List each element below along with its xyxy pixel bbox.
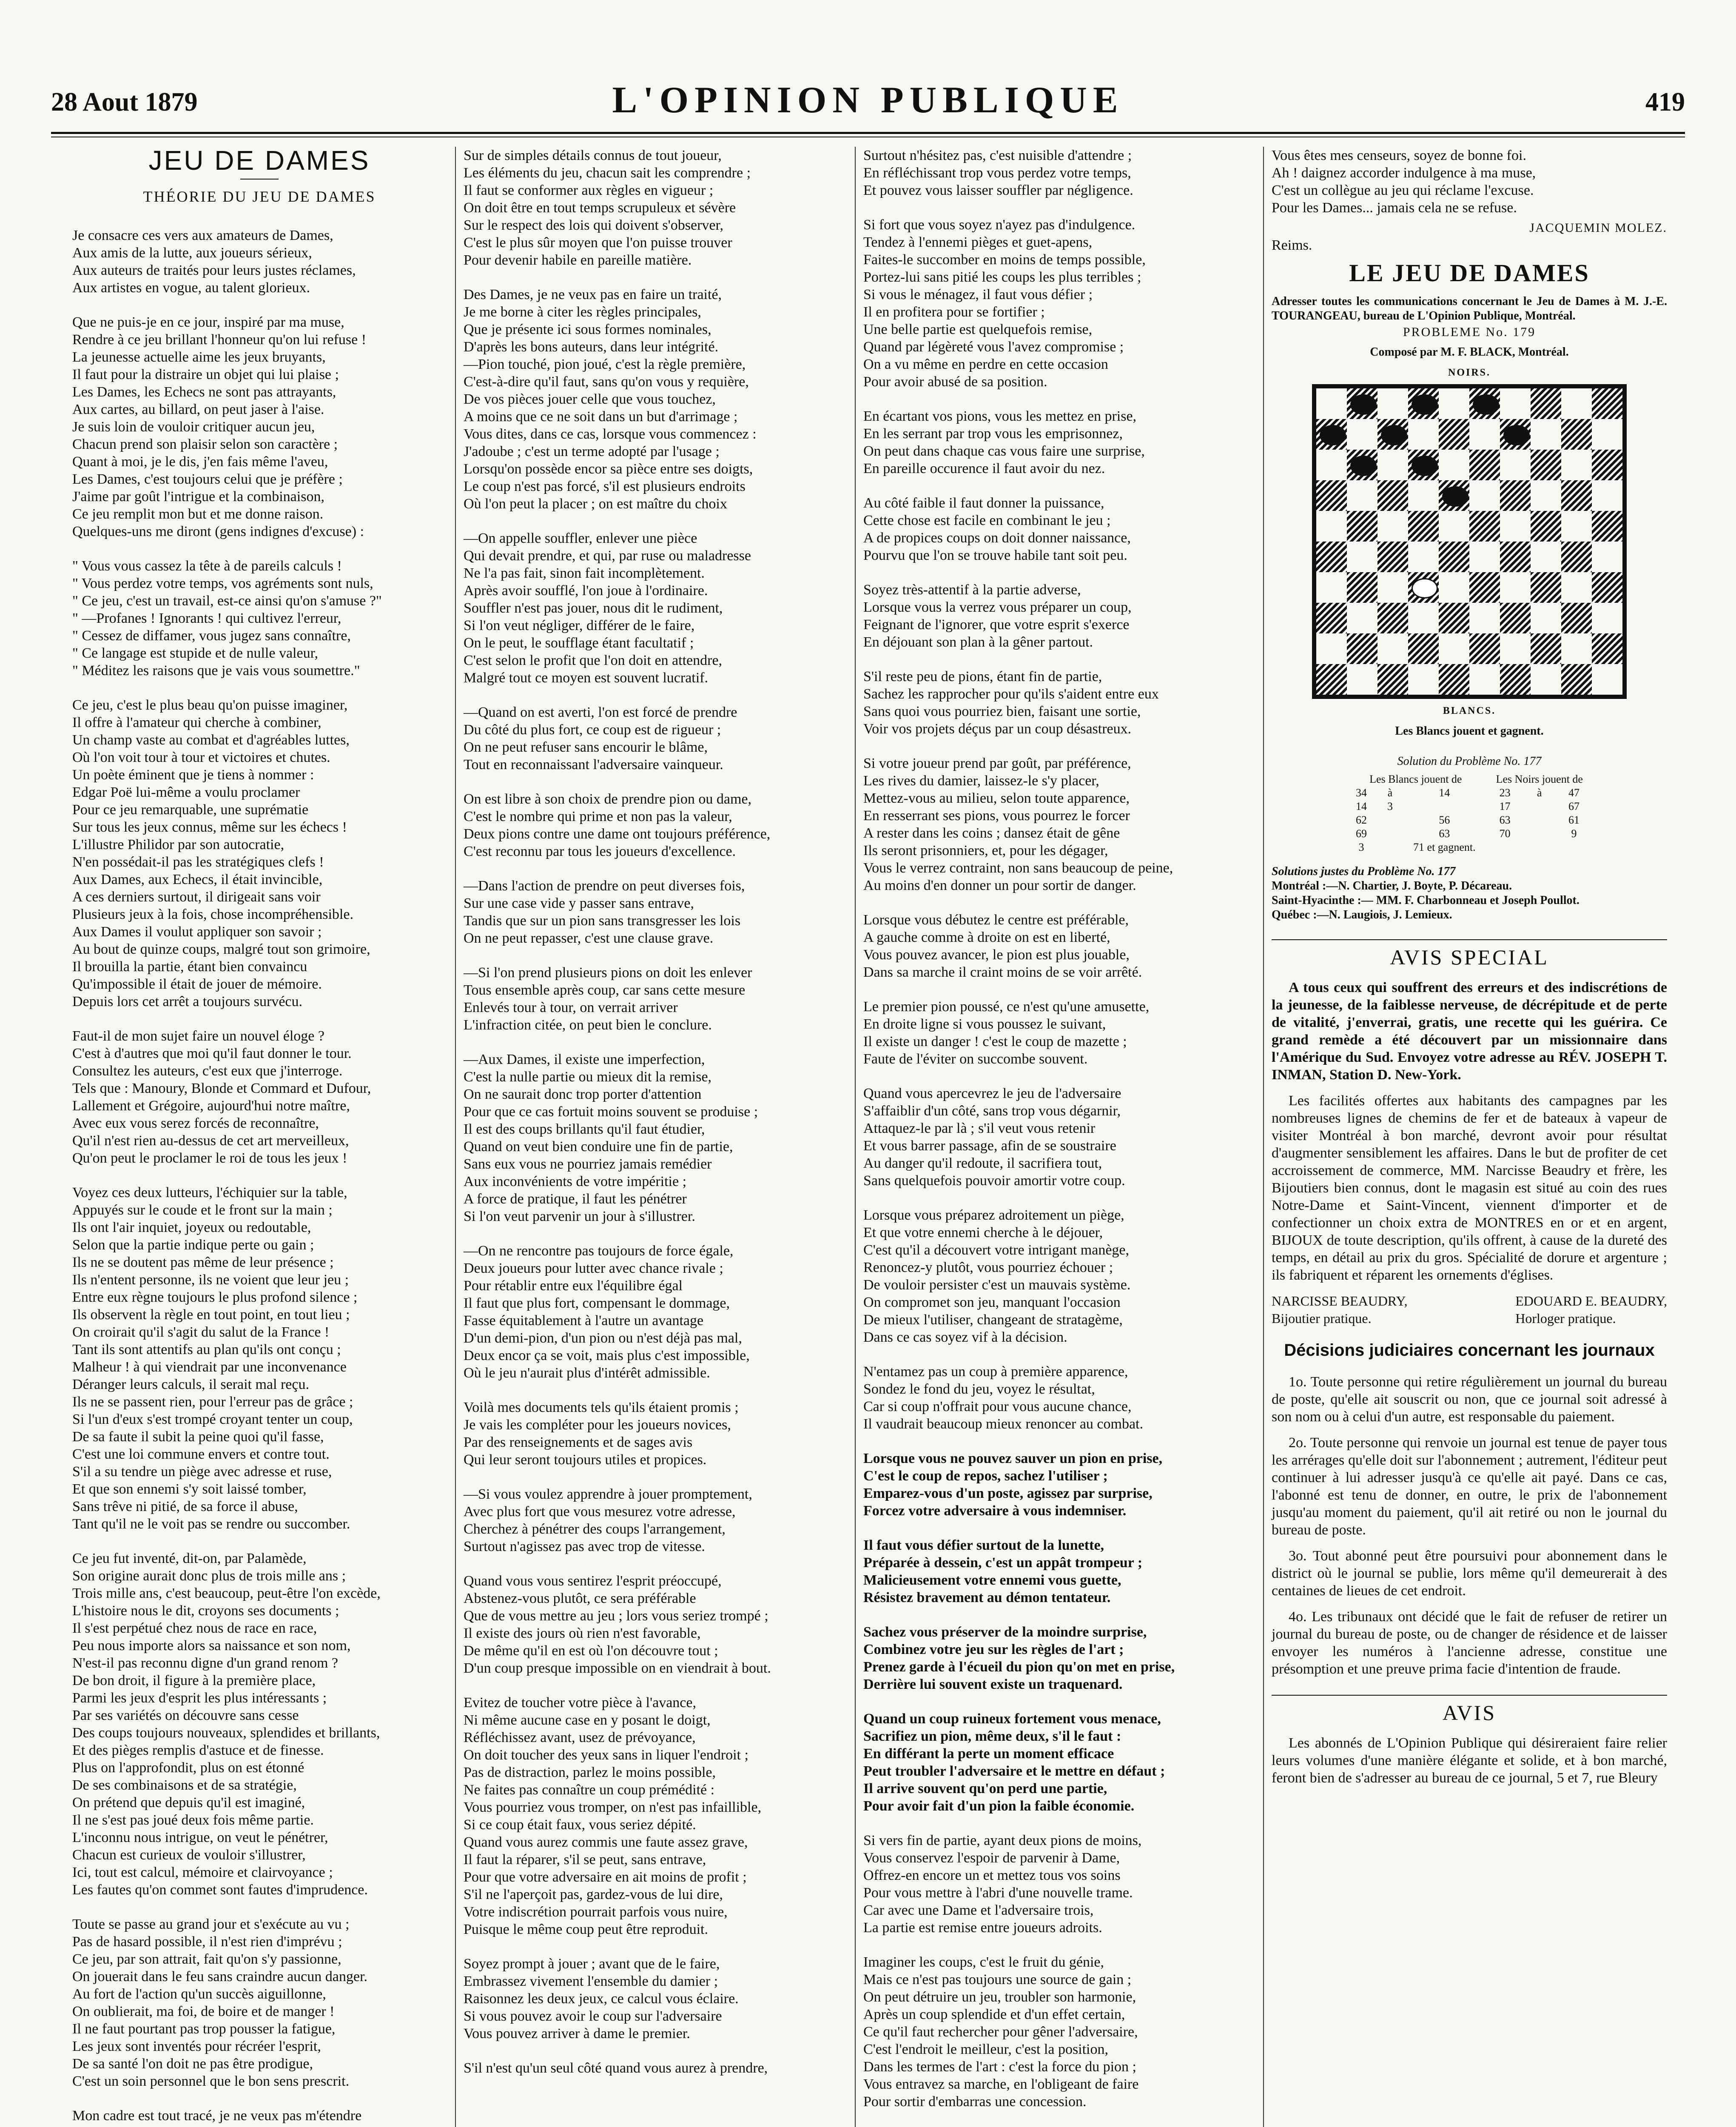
board-square (1531, 572, 1561, 603)
board-square (1439, 664, 1469, 695)
black-piece (1412, 456, 1438, 476)
divider (240, 179, 279, 180)
poem-stanza: Soyez très-attentif à la partie adverse, Lorsque vous la verrez vous préparer un coup, Feignant de l'ignorer, que votre esprit s'exerce En déjouant son plan à la gêner partout. (863, 582, 1132, 650)
poem-place: Reims. (1272, 237, 1312, 253)
board-square (1439, 419, 1469, 450)
board-square (1469, 450, 1500, 480)
decision-item: 3o. Tout abonné peut être poursuivi pour abonnement dans le district où le journal se publie, lors même qu'il demeurerait à des centaines de lieues de cet endroit. (1272, 1548, 1671, 1599)
board-square (1561, 572, 1592, 603)
black-piece (1412, 394, 1438, 415)
page-number: 419 (1645, 88, 1685, 117)
board-square (1469, 480, 1500, 511)
board-square (1408, 664, 1439, 695)
board-square (1469, 603, 1500, 633)
board-square (1531, 480, 1561, 511)
board-square (1439, 480, 1469, 511)
board-square (1347, 388, 1377, 419)
poem-stanza: Surtout n'hésitez pas, c'est nuisible d'attendre ; En réfléchissant trop vous perdez votre temps, Et pouvez vous laisser souffler par négligence. (863, 148, 1133, 198)
board-square (1469, 572, 1500, 603)
board-square (1561, 542, 1592, 572)
board-square (1561, 388, 1592, 419)
board-square (1500, 664, 1531, 695)
decisions-heading: Décisions judiciaires concernant les journaux (1284, 1341, 1655, 1360)
correct-solutions-list: Montréal :—N. Chartier, J. Boyte, P. Décareau. Saint-Hyacinthe :— MM. F. Charbonneau et Joseph Poullot. Québec :—N. Laugiois, J. Lemieux. (1272, 879, 1579, 921)
column-divider (855, 147, 856, 2127)
poem-stanza: Des Dames, je ne veux pas en faire un traité, Je me borne à citer les règles principales, Que je présente ici sous formes nominales, D'après les bons auteurs, dans leur intégrité. —Pion touché, pion joué, c'est la règle première, C'est-à-dire qu'il faut, sans qu'on vous y requière, De vos pièces jouer celle que vous touchez, A moins que ce ne soit dans un but d'arrimage ; Vous dites, dans ce cas, lorsque vous commencez : J'adoube ; c'est un terme adopté par l'usage ; Lorsqu'on possède encor sa pièce entre ses doigts, Le coup n'est pas forcé, s'il est plusieurs endroits Où l'on peut la placer ; on est maître du choix (464, 287, 757, 512)
solution-header: Les Blancs jouent de (1369, 773, 1462, 785)
board-square (1408, 603, 1439, 633)
board-square (1592, 450, 1622, 480)
board-square (1469, 542, 1500, 572)
board-square (1316, 480, 1347, 511)
solution-row: 34 à 14 23 à 47 (1356, 787, 1579, 799)
board-square (1592, 633, 1622, 664)
board-square (1531, 542, 1561, 572)
board-square (1408, 542, 1439, 572)
board-square (1500, 419, 1531, 450)
board-square (1592, 419, 1622, 450)
poem-stanza: Sur de simples détails connus de tout joueur, Les éléments du jeu, chacun sait les comprendre ; Il faut se conformer aux règles en vigueur ; On doit être en tout temps scrupuleux et sévère Sur le respect des lois qui doivent s'observer, C'est le plus sûr moyen que l'on puisse trouver Pour devenir habile en pareille matière. (464, 148, 751, 268)
solution-header: Les Noirs jouent de (1496, 773, 1583, 785)
board-square (1561, 664, 1592, 695)
black-piece (1473, 394, 1499, 415)
board-square (1408, 388, 1439, 419)
board-square (1408, 511, 1439, 542)
board-square (1347, 542, 1377, 572)
poem-stanza: —Dans l'action de prendre on peut diverses fois, Sur une case vide y passer sans entrave, Tandis que sur un pion sans transgresser les lois On ne peut repasser, c'est une clause grave. (464, 878, 745, 946)
board-square (1561, 603, 1592, 633)
board-square (1316, 603, 1347, 633)
board-square (1500, 511, 1531, 542)
board-square (1408, 450, 1439, 480)
board-square (1377, 542, 1408, 572)
poem-stanza: Evitez de toucher votre pièce à l'avance, Ni même aucune case en y posant le doigt, Réfléchissez avant, usez de prévoyance, On doit toucher des yeux sans in liquer l'endroit ; Pas de distraction, parlez le moins possible, Ne faites pas connaître un coup prémédité : Vous pourriez vous tromper, on n'est pas infaillible, Si ce coup était faux, vous seriez dépité. Quand vous aurez commis une faute assez grave, Il faut la réparer, s'il se peut, sans entrave, Pour que votre adversaire en ait moins de profit ; S'il ne l'aperçoit pas, gardez-vous de lui dire, Votre indiscrétion pourrait parfois vous nuire, Puisque le même coup peut être reproduit. (464, 1695, 762, 1937)
board-square (1500, 572, 1531, 603)
issue-date: 28 Aout 1879 (51, 88, 198, 117)
board-square (1500, 388, 1531, 419)
board-square (1316, 542, 1347, 572)
board-square (1561, 633, 1592, 664)
board-square (1592, 480, 1622, 511)
board-square (1377, 480, 1408, 511)
poem-stanza: —Aux Dames, il existe une imperfection, C'est la nulle partie ou mieux dit la remise, On ne saurait donc trop porter d'attention Pour que ce cas fortuit moins souvent se produise ; Il est des coups brillants qu'il faut étudier, Quand on veut bien conduire une fin de partie, Sans eux vous ne pourriez jamais remédier Aux inconvénients de votre impéritie ; A force de pratique, il faut les pénétrer Si l'on veut parvenir un jour à s'illustrer. (464, 1052, 758, 1224)
board-square (1347, 511, 1377, 542)
board-square (1469, 664, 1500, 695)
notice-paragraph: Les facilités offertes aux habitants des campagnes par les nombreuses lignes de chemins de fer et de bateaux à vapeur de visiter Montréal à bon marché, devront avoir pour résultat d'augmenter sensiblement les affaires. Dans le but de profiter de cet accroissement de commerce, MM. Narcisse Beaudry et frère, les Bijoutiers bien connus, dont le magasin est situé au coin des rues Notre-Dame et Saint-Vincent, viennent d'importer et de confectionner un choix extra de MONTRES en or et en argent, BIJOUX de toute description, qu'ils offrent, à cause de la dureté des temps, en détail au prix du gros. Spécialité de dorure et argenture ; ils fabriquent et réparent les ornements d'églises. (1272, 1093, 1671, 1283)
signature-right: EDOUARD E. BEAUDRY, Horloger pratique. (1515, 1293, 1667, 1326)
poem-stanza: Soyez prompt à jouer ; avant que de le faire, Embrassez vivement l'ensemble du damier ; Raisonnez les deux jeux, ce calcul vous éclaire. Si vous pouvez avoir le coup sur l'adversaire Vous pouvez arriver à dame le premier. (464, 1956, 739, 2041)
poem-stanza: Quand un coup ruineux fortement vous menace, Sacrifiez un pion, même deux, s'il le faut : En différant la perte un moment efficace Peut troubler l'adversaire et le mettre en défaut ; Il arrive souvent qu'on perd une partie, Pour avoir fait d'un pion la faible économie. (863, 1711, 1165, 1814)
decision-item: 4o. Les tribunaux ont décidé que le fait de refuser de retirer un journal du bureau de poste, ou de changer de résidence et de laisser envoyer les numéros à l'ancienne adresse, constitue une présomption et une preuve prima facie d'intention de fraude. (1272, 1609, 1671, 1677)
board-square (1316, 419, 1347, 450)
notice-signatures (1272, 1292, 1667, 1327)
column-1 (72, 147, 447, 2127)
section-heading: JEU DE DAMES (148, 145, 370, 176)
poem-stanza: Voilà mes documents tels qu'ils étaient promis ; Je vais les compléter pour les joueurs novices, Par des renseignements et de sages avis Qui leur seront toujours utiles et propices. (464, 1400, 739, 1468)
poem-stanza: En écartant vos pions, vous les mettez en prise, En les serrant par trop vous les emprisonnez, On peut dans chaque cas vous faire une surprise, En pareille occurence il faut avoir du nez. (863, 408, 1145, 476)
correct-solutions-title: Solutions justes du Problème No. 177 (1272, 865, 1456, 878)
board-square (1377, 603, 1408, 633)
poem-stanza: Si vers fin de partie, ayant deux pions de moins, Vous conservez l'espoir de parvenir à Dame, Offrez-en encore un et mettez tous vos soins Pour vous mettre à l'abri d'une nouvelle trame. Car avec une Dame et l'adversaire trois, La partie est remise entre joueurs adroits. (863, 1833, 1142, 1936)
poem-stanza: Si votre joueur prend par goût, par préférence, Les rives du damier, laissez-le s'y placer, Mettez-vous au milieu, selon toute apparence, En resserrant ses pions, vous pourrez le forcer A rester dans les coins ; dansez était de gêne Ils seront prisonniers, et, pour les dégager, Vous le verrez contraint, non sans beaucoup de peine, Au moins d'en donner un pour sortir de danger. (863, 756, 1173, 893)
poem-stanza: N'entamez pas un coup à première apparence, Sondez le fond du jeu, voyez le résultat, Car si coup n'offrait pour vous aucune chance, Il vaudrait beaucoup mieux renoncer au combat. (863, 1364, 1144, 1432)
black-side-label: NOIRS. (1448, 367, 1491, 378)
board-square (1439, 511, 1469, 542)
poem-stanza: " Vous vous cassez la tête à de pareils calculs ! " Vous perdez votre temps, vos agréments sont nuls, " Ce jeu, c'est un travail, est-ce ainsi qu'on s'amuse ?" " —Profanes ! Ignorants ! qui cultivez l'erreur, " Cessez de diffamer, vous jugez sans connaître, " Ce langage est stupide et de nulle valeur, " Méditez les raisons que je vais vous soumettre." (72, 558, 382, 679)
board-square (1592, 388, 1622, 419)
board-square (1531, 633, 1561, 664)
board-square (1439, 388, 1469, 419)
notice-paragraph: A tous ceux qui souffrent des erreurs et des indiscrétions de la jeunesse, de la faiblesse nerveuse, de décrépitude et de perte de vitalité, j'enverrai, gratis, une recette qui les guérira. Ce grand remède a été découvert par un missionnaire dans l'Amérique du Sud. Envoyez votre adresse au RÉV. JOSEPH T. INMAN, Station D. New-York. (1272, 980, 1671, 1083)
poem-stanza: —Quand on est averti, l'on est forcé de prendre Du côté du plus fort, ce coup est de rigueur ; On ne peut refuser sans encourir le blâme, Tout en reconnaissant l'adversaire vainqueur. (464, 704, 737, 773)
solution-row: 3 71 et gagnent. (1358, 841, 1476, 853)
board-square (1469, 419, 1500, 450)
board-square (1316, 388, 1347, 419)
board-square (1561, 511, 1592, 542)
board-square (1439, 572, 1469, 603)
board-square (1592, 572, 1622, 603)
checkers-board (1312, 384, 1627, 699)
newspaper-title: L'OPINION PUBLIQUE (612, 80, 1124, 121)
poem-signature: JACQUEMIN MOLEZ. (1529, 221, 1667, 235)
poem-stanza: Lorsque vous préparez adroitement un piège, Et que votre ennemi cherche à le déjouer, C'est qu'il a découvert votre intrigant manège, Renoncez-y plutôt, vous pourriez échouer ; De vouloir persister c'est un mauvais système. On compromet son jeu, manquant l'occasion De mieux l'utiliser, changeant de stratagème, Dans ce cas soyez vif à la décision. (863, 1207, 1131, 1345)
board-square (1592, 511, 1622, 542)
board-square (1561, 419, 1592, 450)
board-square (1561, 450, 1592, 480)
board-square (1500, 542, 1531, 572)
poem-stanza: —On ne rencontre pas toujours de force égale, Deux joueurs pour lutter avec chance rivale ; Pour rétablir entre eux l'équilibre égal Il faut que plus fort, compensant le dommage, Fasse équitablement à l'autre un avantage D'un demi-pion, d'un pion ou n'est déjà pas mal, Deux encor ça se voit, mais plus c'est impossible, Où le jeu n'aurait plus d'intérêt admissible. (464, 1243, 750, 1381)
black-piece (1350, 456, 1377, 476)
board-square (1531, 664, 1561, 695)
board-square (1377, 511, 1408, 542)
board-square (1469, 388, 1500, 419)
poem-ending: Vous êtes mes censeurs, soyez de bonne foi. Ah ! daignez accorder indulgence à ma muse, C'est un collègue au jeu qui réclame l'excuse. Pour les Dames... jamais cela ne se refuse. (1272, 148, 1536, 216)
poem-stanza: Faut-il de mon sujet faire un nouvel éloge ? C'est à d'autres que moi qu'il faut donner le tour. Consultez les auteurs, c'est eux que j'interroge. Tels que : Manoury, Blonde et Commard et Dufour, Lallement et Grégoire, aujourd'hui notre maître, Avec eux vous serez forcés de reconnaître, Qu'il n'est rien au-dessus de cet art merveilleux, Qu'on peut le proclamer le roi de tous les jeux ! (72, 1028, 371, 1166)
poem-stanza: Ce jeu, c'est le plus beau qu'on puisse imaginer, Il offre à l'amateur qui cherche à combiner, Un champ vaste au combat et d'agréables luttes, Où l'on voit tour à tour et victoires et chutes. Un poète éminent que je tiens à nommer : Edgar Poë lui-même a voulu proclamer Pour ce jeu remarquable, une suprématie Sur tous les jeux connus, même sur les échecs ! L'illustre Philidor par son autocratie, N'en possédait-il pas les stratégiques clefs ! Aux Dames, aux Echecs, il était invincible, A ces derniers surtout, il dirigeait sans voir Plusieurs jeux à la fois, chose incompréhensible. Aux Dames il voulut appliquer son savoir ; Au bout de quinze coups, malgré tout son grimoire, Il brouilla la partie, étant bien convaincu Qu'impossible il était de jouer de mémoire. Depuis lors cet arrêt a toujours survécu. (72, 697, 370, 1009)
board-square (1408, 480, 1439, 511)
board-square (1347, 572, 1377, 603)
board-square (1469, 633, 1500, 664)
white-side-label: BLANCS. (1443, 705, 1496, 716)
notice-paragraph: Les abonnés de L'Opinion Publique qui désireraient faire relier leurs volumes d'une manière élégante et solide, et à bon marché, feront bien de s'adresser au bureau de ce journal, 5 et 7, rue Bleury (1272, 1735, 1671, 1786)
board-square (1500, 633, 1531, 664)
board-square (1316, 450, 1347, 480)
white-piece (1412, 578, 1438, 599)
poem-stanza: Ce jeu fut inventé, dit-on, par Palamède, Son origine aurait donc plus de trois mille ans ; Trois mille ans, c'est beaucoup, peut-être l'on excède, L'histoire nous le dit, croyons ses documents ; Il s'est perpétué chez nous de race en race, Peu nous importe alors sa naissance et son nom, N'est-il pas reconnu digne d'un grand renom ? De bon droit, il figure à la première place, Parmi les jeux d'esprit les plus intéressants ; Par ses variétés on découvre sans cesse Des coups toujours nouveaux, splendides et brillants, Et des pièges remplis d'astuce et de finesse. Plus on l'approfondit, plus on est étonné De ses combinaisons et de sa stratégie, On prétend que depuis qu'il est imaginé, Il ne s'est pas joué deux fois même partie. L'inconnu nous intrigue, on veut le pénétrer, Chacun est curieux de vouloir s'illustrer, Ici, tout est calcul, mémoire et clairvoyance ; Les fautes qu'on commet sont fautes d'imprudence. (72, 1551, 381, 1898)
board-square (1592, 603, 1622, 633)
board-square (1592, 664, 1622, 695)
board-square (1408, 419, 1439, 450)
poem-stanza: Imaginer les coups, c'est le fruit du génie, Mais ce n'est pas toujours une source de gain ; On peut détruire un jeu, troubler son harmonie, Après un coup splendide et d'un effet certain, Ce qu'il faut rechercher pour gêner l'adversaire, C'est l'endroit le meilleur, c'est la position, Dans les termes de l'art : c'est la force du pion ; Vous entravez sa marche, en l'obligeant de faire Pour sortir d'embarras une concession. (863, 1954, 1139, 2110)
poem-stanza: S'il n'est qu'un seul côté quand vous aurez à prendre, (464, 2060, 768, 2076)
contact-address: Adresser toutes les communications concernant le Jeu de Dames à M. J.-E. TOURANGEAU, bureau de L'Opinion Publique, Montréal. (1272, 295, 1670, 322)
poem-stanza: Il faut vous défier surtout de la lunette, Préparée à dessein, c'est un appât trompeur ; Malicieusement votre ennemi vous guette, Résistez bravement au démon tentateur. (863, 1537, 1143, 1605)
board-square (1316, 572, 1347, 603)
poem-stanza: Lorsque vous ne pouvez sauver un pion en prise, C'est le coup de repos, sachez l'utiliser ; Emparez-vous d'un poste, agissez par surprise, Forcez votre adversaire à vous indemniser. (863, 1451, 1163, 1519)
problem-caption: Les Blancs jouent et gagnent. (1395, 724, 1544, 738)
notice-heading: AVIS (1272, 1695, 1667, 1722)
board-square (1439, 603, 1469, 633)
board-square (1377, 633, 1408, 664)
board-square (1439, 450, 1469, 480)
poem-stanza: On est libre à son choix de prendre pion ou dame, C'est le nombre qui prime et non pas la valeur, Deux pions contre une dame ont toujours préférence, C'est reconnu par tous les joueurs d'excellence. (464, 791, 771, 859)
poem-stanza: S'il reste peu de pions, étant fin de partie, Sachez les rapprocher pour qu'ils s'aident entre eux Sans quoi vous pourriez bien, faisant une sortie, Voir vos projets déçus par un coup désastreux. (863, 669, 1159, 737)
poem-title: THÉORIE DU JEU DE DAMES (143, 188, 376, 205)
problem-author: Composé par M. F. BLACK, Montréal. (1370, 345, 1569, 359)
poem-stanza: Au côté faible il faut donner la puissance, Cette chose est facile en combinant le jeu ; A de propices coups on doit donner naissance, Pourvu que l'on se trouve habile tant soit peu. (863, 495, 1131, 563)
board-square (1531, 450, 1561, 480)
poem-stanza: —Si l'on prend plusieurs pions on doit les enlever Tous ensemble après coup, car sans cette mesure Enlevés tour à tour, on verrait arriver L'infraction citée, on peut bien le conclure. (464, 965, 752, 1033)
poem-stanza: Quand vous apercevrez le jeu de l'adversaire S'affaiblir d'un côté, sans trop vous dégarnir, Attaquez-le par là ; s'il veut vous retenir Et vous barrer passage, afin de se soustraire Au danger qu'il redoute, il sacrifiera tout, Sans quelquefois pouvoir amortir votre coup. (863, 1086, 1125, 1189)
board-square (1377, 450, 1408, 480)
board-square (1316, 511, 1347, 542)
board-square (1347, 450, 1377, 480)
poem-stanza: Sachez vous préserver de la moindre surprise, Combinez votre jeu sur les règles de l'art ; Prenez garde à l'écueil du pion qu'on met en prise, Derrière lui souvent existe un traquenard. (863, 1624, 1175, 1692)
board-square (1439, 633, 1469, 664)
poem-stanza: Si fort que vous soyez n'ayez pas d'indulgence. Tendez à l'ennemi pièges et guet-apens, Faites-le succomber en moins de temps possible, Portez-lui sans pitié les coups les plus terribles ; Si vous le ménagez, il faut vous défier ; Il en profitera pour se fortifier ; Une belle partie est quelquefois remise, Quand par légèreté vous l'avez compromise ; On a vu même en perdre en cette occasion Pour avoir abusé de sa position. (863, 217, 1146, 390)
header-rule (51, 132, 1685, 137)
solution-row: 62 56 63 61 (1356, 814, 1579, 826)
poem-stanza: Mon cadre est tout tracé, je ne veux pas m'étendre (72, 2108, 362, 2124)
column-4 (1272, 147, 1671, 1795)
board-square (1500, 603, 1531, 633)
board-square (1316, 664, 1347, 695)
poem-stanza: —On appelle souffler, enlever une pièce Qui devait prendre, et qui, par ruse ou maladresse Ne l'a pas fait, sinon fait incomplètement. Après avoir soufflé, l'on joue à l'ordinaire. Souffler n'est pas jouer, nous dit le rudiment, Si l'on veut négliger, différer de le faire, On le peut, le soufflage étant facultatif ; C'est selon le profit que l'on doit en attendre, Malgré tout ce moyen est souvent lucratif. (464, 530, 751, 686)
decision-item: 1o. Toute personne qui retire régulièrement un journal du bureau de poste, qu'elle ait souscrit ou non, que ce journal soit adressé à son nom ou à celui d'un autre, est responsable du paiement. (1272, 1374, 1671, 1425)
black-piece (1381, 425, 1407, 445)
solution-row: 14 3 17 67 (1356, 800, 1579, 813)
poem-stanza: Je consacre ces vers aux amateurs de Dames, Aux amis de la lutte, aux joueurs sérieux, Aux auteurs de traités pour leurs justes réclames, Aux artistes en vogue, au talent glorieux. (72, 228, 356, 296)
board-square (1500, 450, 1531, 480)
board-square (1347, 633, 1377, 664)
board-square (1408, 633, 1439, 664)
board-square (1377, 388, 1408, 419)
black-piece (1442, 486, 1468, 507)
board-square (1347, 419, 1377, 450)
masthead (51, 79, 1685, 125)
column-divider (455, 147, 456, 2127)
poem-stanza: Quand vous vous sentirez l'esprit préoccupé, Abstenez-vous plutôt, ce sera préférable Que de vous mettre au jeu ; lors vous seriez trompé ; Il existe des jours où rien n'est favorable, De même qu'il en est où l'on découvre tout ; D'un coup presque impossible on en viendrait à bout. (464, 1573, 771, 1676)
poem-stanza: Que ne puis-je en ce jour, inspiré par ma muse, Rendre à ce jeu brillant l'honneur qu'on lui refuse ! La jeunesse actuelle aime les jeux bruyants, Il faut pour la distraire un objet qui lui plaise ; Les Dames, les Echecs ne sont pas attrayants, Aux cartes, au billard, on peut jaser à l'aise. Je suis loin de vouloir critiquer aucun jeu, Chacun prend son plaisir selon son caractère ; Quant à moi, je le dis, j'en fais même l'aveu, Les Dames, c'est toujours celui que je préfère ; J'aime par goût l'intrigue et la combinaison, Ce jeu remplit mon but et me donne raison. Quelques-uns me diront (gens indignes d'excuse) : (72, 314, 367, 539)
board-square (1377, 664, 1408, 695)
board-square (1347, 480, 1377, 511)
notice-heading: AVIS SPECIAL (1272, 939, 1667, 966)
board-square (1531, 511, 1561, 542)
solution-table (1346, 773, 1593, 854)
column-divider (1263, 147, 1264, 2127)
board-square (1592, 542, 1622, 572)
column-2 (464, 147, 846, 2094)
signature-left: NARCISSE BEAUDRY, Bijoutier pratique. (1272, 1293, 1408, 1326)
board-square (1347, 664, 1377, 695)
poem-stanza: Le premier pion poussé, ce n'est qu'une amusette, En droite ligne si vous poussez le suivant, Il existe un danger ! c'est le coup de mazette ; Faute de l'éviter on succombe souvent. (863, 999, 1150, 1067)
decision-item: 2o. Toute personne qui renvoie un journal est tenue de payer tous les arrérages qu'elle doit sur l'abonnement ; autrement, l'éditeur peut continuer à lui adresser jusqu'à ce qu'elle ait payé. Dans ce cas, l'abonné est tenu de donner, en outre, le prix de l'abonnement jusqu'au moment du paiement, qu'il ait retiré ou non le journal du bureau de poste. (1272, 1435, 1671, 1538)
board-square (1469, 511, 1500, 542)
section-title: LE JEU DE DAMES (1349, 259, 1590, 287)
board-square (1377, 572, 1408, 603)
problem-title: PROBLEME No. 179 (1403, 325, 1536, 339)
board-square (1500, 480, 1531, 511)
poem-stanza: Lorsque vous débutez le centre est préférable, A gauche comme à droite on est en liberté, Vous pouvez avancer, le pion est plus jouable, Dans sa marche il craint moins de se voir arrêté. (863, 912, 1142, 980)
black-piece (1503, 425, 1530, 445)
board-square (1561, 480, 1592, 511)
board-square (1316, 633, 1347, 664)
board-square (1439, 542, 1469, 572)
black-piece (1320, 425, 1346, 445)
board-square (1408, 572, 1439, 603)
solution-title: Solution du Problème No. 177 (1397, 755, 1542, 768)
poem-stanza: Toute se passe au grand jour et s'exécute au vu ; Pas de hasard possible, il n'est rien d'imprévu ; Ce jeu, par son attrait, fait qu'on s'y passionne, On jouerait dans le feu sans craindre aucun danger. Au fort de l'action qu'un succès aiguillonne, On oublierait, ma foi, de boire et de manger ! Il ne faut pourtant pas trop pousser la fatigue, Les jeux sont inventés pour récréer l'esprit, De sa santé l'on doit ne pas être prodigue, C'est un soin personnel que le bon sens prescrit. (72, 1916, 367, 2089)
black-piece (1350, 394, 1377, 415)
board-square (1531, 388, 1561, 419)
poem-stanza: —Si vous voulez apprendre à jouer promptement, Avec plus fort que vous mesurez votre adresse, Cherchez à pénétrer des coups l'arrangement, Surtout n'agissez pas avec trop de vitesse. (464, 1486, 752, 1554)
board-square (1531, 603, 1561, 633)
board-square (1347, 603, 1377, 633)
board-square (1531, 419, 1561, 450)
column-3 (863, 147, 1255, 2127)
board-square (1377, 419, 1408, 450)
poem-stanza: Voyez ces deux lutteurs, l'échiquier sur la table, Appuyés sur le coude et le front sur la main ; Ils ont l'air inquiet, joyeux ou redoutable, Selon que la partie indique perte ou gain ; Ils ne se doutent pas même de leur présence ; Ils n'entent personne, ils ne voient que leur jeu ; Entre eux règne toujours le plus profond silence ; Ils observent la règle en tout point, en tout lieu ; On croirait qu'il s'agit du salut de la France ! Tant ils sont attentifs au plan qu'ils ont conçu ; Malheur ! à qui viendrait par une inconvenance Déranger leurs calculs, il serait mal reçu. Ils ne se passent rien, pour l'erreur pas de grâce ; Si l'un d'eux s'est trompé croyant tenter un coup, De sa faute il subit la peine quoi qu'il fasse, C'est une loi commune envers et contre tout. S'il a su tendre un piège avec adresse et ruse, Et que son ennemi s'y soit laissé tomber, Sans trêve ni pitié, de sa force il abuse, Tant qu'il ne le voit pas se rendre ou succomber. (72, 1185, 358, 1532)
solution-row: 69 63 70 9 (1356, 827, 1577, 840)
